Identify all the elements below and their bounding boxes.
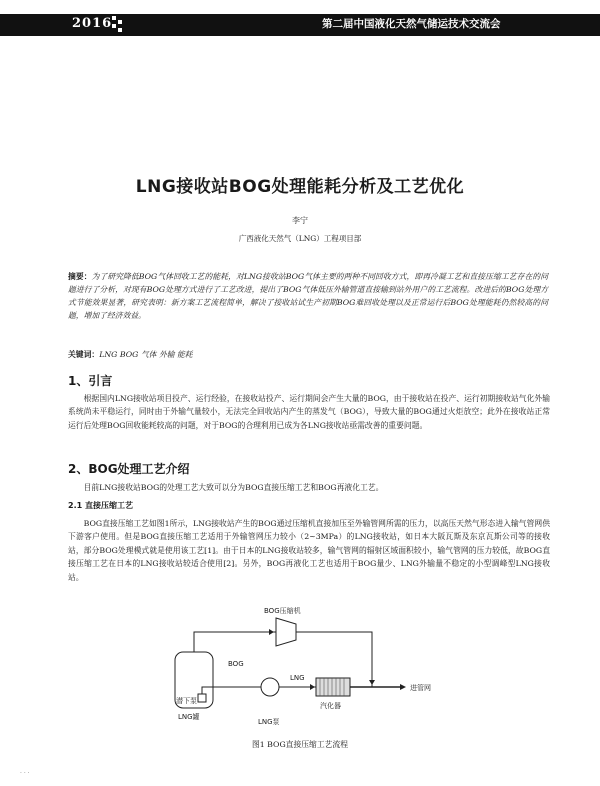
pump-icon [261,678,279,696]
header-ornament-icon [112,15,124,33]
arrow-pipeline-icon [400,684,406,690]
section-heading-process: 2、BOG处理工艺介绍 [68,462,190,476]
bog-line-to-compressor [194,632,276,652]
compressor-icon [276,618,296,646]
label-pump: LNG泵 [258,718,280,726]
label-pump-in-tank: 潜下泵 [176,697,197,705]
paper-title: LNG接收站BOG处理能耗分析及工艺优化 [135,177,465,197]
keywords-label: 关键词： [68,350,100,359]
footer-mark: · · · [20,770,30,777]
affiliation: 广西液化天然气（LNG）工程项目部 [238,234,362,243]
abstract-label: 摘要： [68,272,92,281]
label-pipeline: 进管网 [410,684,431,692]
label-bog: BOG [228,660,244,668]
label-vaporizer: 汽化器 [320,702,341,710]
process-flow-figure [160,600,480,730]
keywords [68,349,548,360]
author: 李宁 [292,216,308,225]
section-paragraph-intro: 根据国内LNG接收站项目投产、运行经验，在接收站投产、运行期间会产生大量的BOG，由于接收站在投产、运行初期接收站气化外输系统尚未平稳运行，同时由于外输气量较小，无法完全回收站内产生的蒸发气（BOG），导致大量的BOG通过火炬放空；此外在接收站正常运行后处理BOG回收能耗较高的问题，对于BOG的合理利用已成为各LNG接收站亟需改善的重要问题。 [68,394,550,430]
arrow-down-icon [369,680,375,685]
label-tank: LNG罐 [178,713,200,721]
arrow-vaporizer-icon [310,684,315,690]
submerged-pump-icon [198,694,206,702]
arrow-compressor-icon [269,629,274,635]
label-compressor: BOG压缩机 [264,607,301,615]
abstract [68,270,548,322]
vaporizer-icon [316,678,350,696]
conference-title: 第二届中国液化天然气储运技术交流会 [322,18,501,30]
keywords-text: LNG BOG 气体 外输 能耗 [99,350,193,359]
lng-line-to-pump [202,687,261,694]
section-paragraph-process: 目前LNG接收站BOG的处理工艺大致可以分为BOG直接压缩工艺和BOG再液化工艺。 [83,483,384,492]
label-lng: LNG [290,674,305,682]
header-year: 2016 [72,16,113,31]
abstract-text: 为了研究降低BOG气体回收工艺的能耗，对LNG接收站BOG气体主要的两种不同回收方式，即再冷凝工艺和直接压缩工艺存在的问题进行了分析，对现有BOG处理方式进行了工艺改进，提出了BOG气体低压外输管道直接输到站外用户的工艺流程。改进后的BOG处理方式节能效果显著，研究表明：新方案工艺流程简单，解决了接收站试生产初期BOG难回收处理以及正常运行后BOG处理能耗仍然较高的问题，增加了经济效益。 [68,272,548,320]
subsection-heading: 2.1 直接压缩工艺 [68,501,133,510]
subsection-paragraph: BOG直接压缩工艺如图1所示，LNG接收站产生的BOG通过压缩机直接加压至外输管网所需的压力，以高压天然气形态进入输气管网供下游客户使用。但是BOG直接压缩工艺适用于外输管网压力较小（2~3MPa）的LNG接收站，如日本大阪瓦斯及东京瓦斯公司等的接收站，部分BOG处理模式就是使用该工艺[1]。由于日本的LNG接收站较多，输气管网的辐射区域面积较小，输气管网的压力较低，故BOG直接压缩工艺在日本的LNG接收站较适合使用[2]。另外，BOG再液化工艺也适用于BOG量少、LNG外输量不稳定的小型调峰型LNG接收站。 [68,519,550,582]
section-heading-intro: 1、引言 [68,374,113,388]
figure-caption: 图1 BOG直接压缩工艺流程 [251,740,349,749]
